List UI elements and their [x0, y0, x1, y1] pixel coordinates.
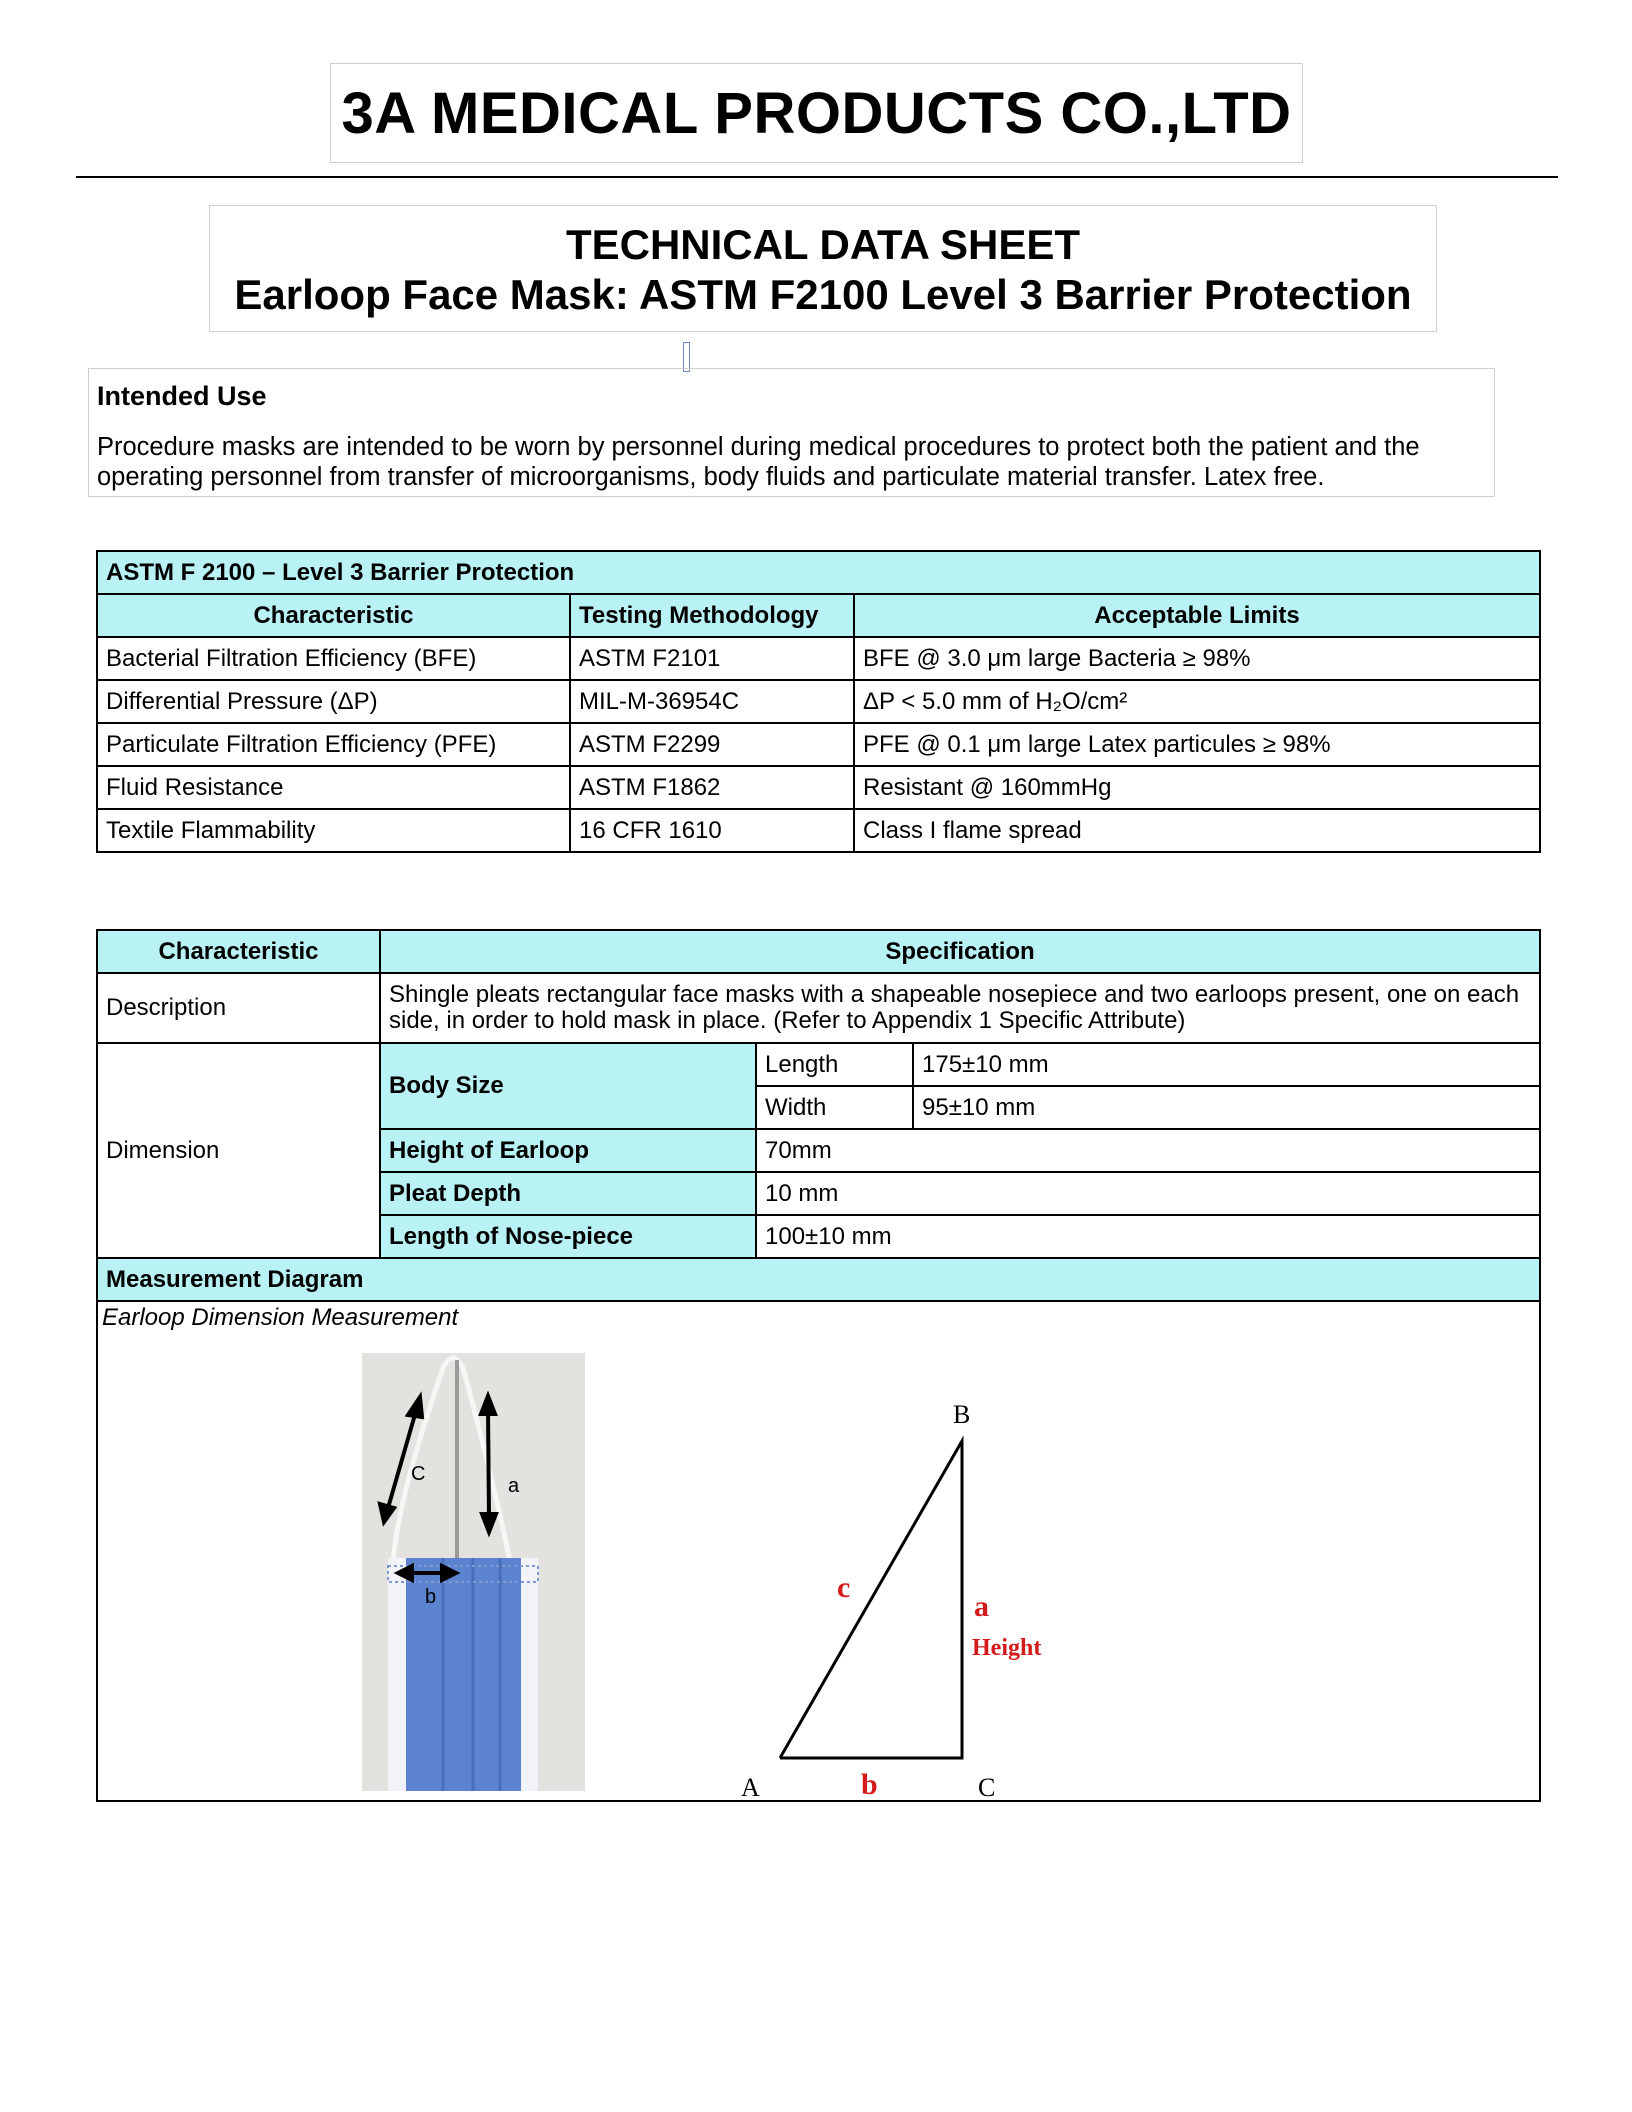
company-header	[330, 63, 1303, 163]
cell: Fluid Resistance	[97, 766, 570, 809]
intended-use-heading: Intended Use	[97, 381, 267, 411]
intended-use-section	[88, 368, 1495, 497]
sheet-title-box	[209, 205, 1437, 332]
header-characteristic: Characteristic	[97, 930, 380, 973]
astm-table	[96, 550, 1541, 853]
header-testing-methodology: Testing Methodology	[570, 594, 854, 637]
cell: Textile Flammability	[97, 809, 570, 852]
cell: Particulate Filtration Efficiency (PFE)	[97, 723, 570, 766]
table-row	[97, 723, 1540, 766]
photo-label-a: a	[508, 1475, 520, 1497]
measurement-diagram-label: Measurement Diagram	[97, 1258, 1540, 1301]
nose-piece-label: Length of Nose-piece	[380, 1215, 756, 1258]
measurement-diagram	[98, 1318, 1537, 1815]
company-name: 3A MEDICAL PRODUCTS CO.,LTD	[341, 80, 1292, 146]
description-value: Shingle pleats rectangular face masks with a shapeable nosepiece and two earloops present, one on each side, in order to hold mask in place. (Refer to Appendix 1 Specific Attribute)	[380, 973, 1540, 1043]
diagram-caption: Earloop Dimension Measurement	[102, 1304, 459, 1331]
body-size-label: Body Size	[380, 1043, 756, 1129]
photo-label-b: b	[425, 1586, 437, 1608]
header-acceptable-limits: Acceptable Limits	[854, 594, 1540, 637]
cell: Resistant @ 160mmHg	[854, 766, 1540, 809]
width-value: 95±10 mm	[913, 1086, 1540, 1129]
earloop-height-value: 70mm	[756, 1129, 1540, 1172]
sheet-title: TECHNICAL DATA SHEET	[565, 221, 1081, 268]
side-a-label: a	[974, 1590, 989, 1623]
cell: PFE @ 0.1 μm large Latex particules ≥ 98%	[854, 723, 1540, 766]
cell: BFE @ 3.0 μm large Bacteria ≥ 98%	[854, 637, 1540, 680]
table-row	[97, 766, 1540, 809]
length-value: 175±10 mm	[913, 1043, 1540, 1086]
pleat-depth-value: 10 mm	[756, 1172, 1540, 1215]
header-characteristic: Characteristic	[97, 594, 570, 637]
dimension-label: Dimension	[97, 1043, 380, 1258]
cell: ΔP < 5.0 mm of H₂O/cm²	[854, 680, 1540, 723]
header-divider	[76, 176, 1558, 178]
cell: 16 CFR 1610	[570, 809, 854, 852]
intended-use-body: Procedure masks are intended to be worn by personnel during medical procedures to protect both the patient and the operating personnel from transfer of microorganisms, body fluids and particulate material transfer. Latex free.	[97, 433, 1420, 491]
cell: Bacterial Filtration Efficiency (BFE)	[97, 637, 570, 680]
pleat-depth-label: Pleat Depth	[380, 1172, 756, 1215]
header-specification: Specification	[380, 930, 1540, 973]
height-label: Height	[972, 1635, 1042, 1661]
description-label: Description	[97, 973, 380, 1043]
vertex-c: C	[978, 1773, 996, 1802]
cell: Differential Pressure (ΔP)	[97, 680, 570, 723]
triangle-shape	[780, 1441, 962, 1758]
cell: Class I flame spread	[854, 809, 1540, 852]
table-row	[97, 809, 1540, 852]
mask-photo	[362, 1353, 585, 1791]
cell: ASTM F2299	[570, 723, 854, 766]
side-c-label: c	[837, 1571, 851, 1604]
table-row	[97, 680, 1540, 723]
vertex-a: A	[741, 1773, 760, 1802]
triangle-diagram	[741, 1400, 1041, 1802]
astm-table-title: ASTM F 2100 – Level 3 Barrier Protection	[97, 551, 1540, 594]
side-b-label: b	[861, 1768, 878, 1801]
length-label: Length	[756, 1043, 913, 1086]
earloop-height-label: Height of Earloop	[380, 1129, 756, 1172]
photo-label-c: C	[411, 1463, 426, 1485]
sheet-subtitle: Earloop Face Mask: ASTM F2100 Level 3 Barrier Protection	[234, 271, 1412, 318]
nose-piece-value: 100±10 mm	[756, 1215, 1540, 1258]
width-label: Width	[756, 1086, 913, 1129]
cell: ASTM F2101	[570, 637, 854, 680]
cell: MIL-M-36954C	[570, 680, 854, 723]
table-row	[97, 637, 1540, 680]
vertex-b: B	[953, 1400, 971, 1429]
cell: ASTM F1862	[570, 766, 854, 809]
